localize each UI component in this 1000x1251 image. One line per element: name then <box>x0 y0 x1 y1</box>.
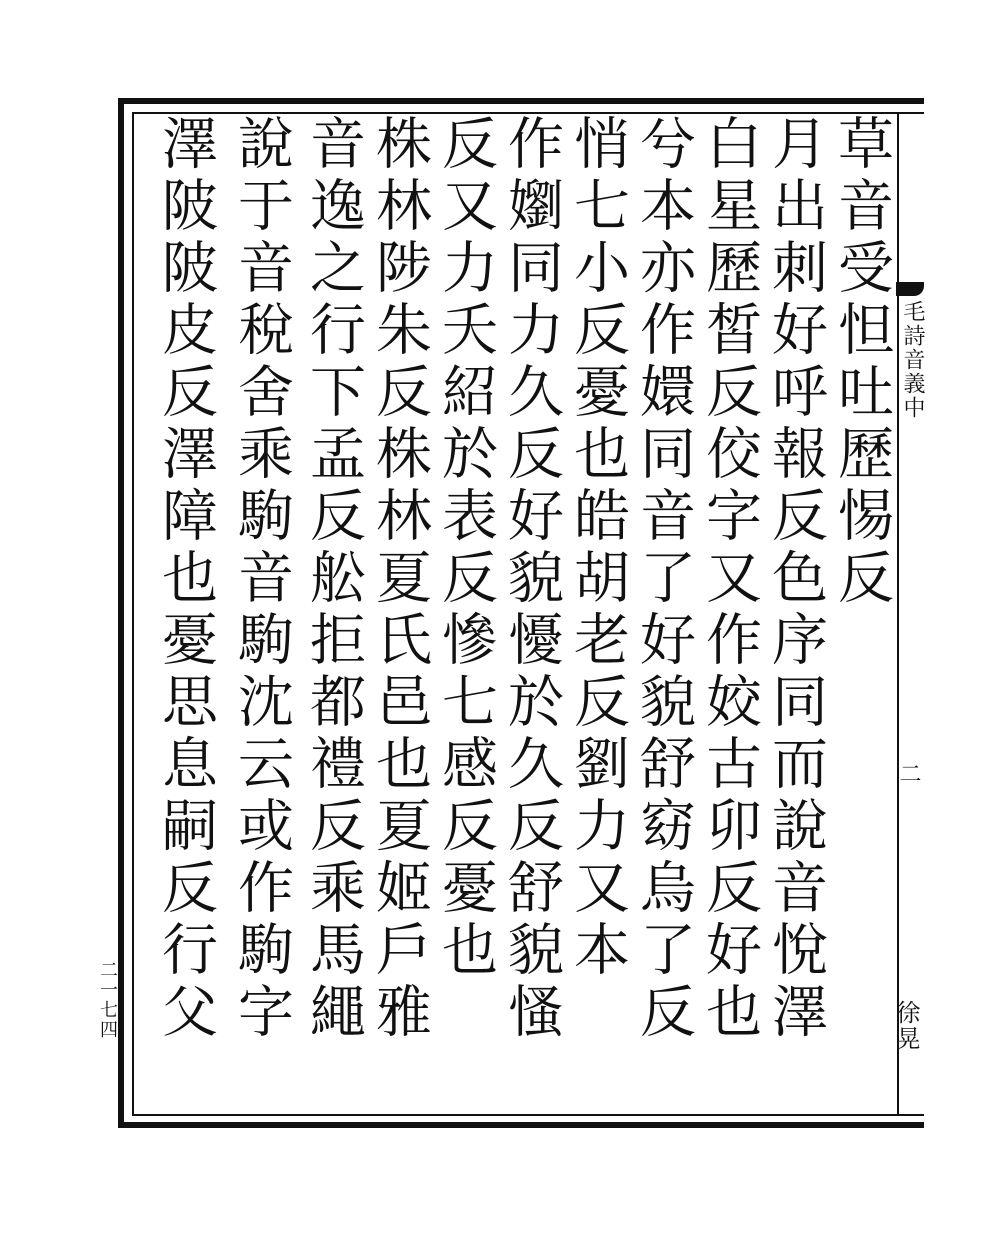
text-column-6: 作嬼同力久反好貌懮於久反舒貌慅 <box>499 114 564 1044</box>
text-column-10: 說于音稅舍乘駒音駒沈云或作駒字 <box>229 114 294 1044</box>
fold-column-divider <box>897 112 899 1116</box>
text-column-3: 白星歷皙反佼字又作姣古卯反好也 <box>697 114 762 1044</box>
text-column-8: 株林陟朱反株林夏氏邑也夏姬戶雅 <box>367 114 432 1044</box>
text-column-1: 草音受怛吐歷惕反 <box>829 114 894 610</box>
text-column-7: 反又力夭紹於表反慘七感反憂也 <box>433 114 498 982</box>
text-column-2: 月出刺好呼報反色序同而說音悅澤 <box>763 114 828 1044</box>
fold-column-bottom-text: 徐晃 <box>892 1000 920 1052</box>
page-number: 二一七四 <box>97 960 118 1040</box>
text-column-9: 音逸之行下孟反舩拒都禮反乘馬繩 <box>301 114 366 1044</box>
fold-column-leaf-number: 二 <box>896 762 921 784</box>
text-column-11: 澤陂陂皮反澤障也憂思息嗣反行父 <box>153 114 218 1044</box>
fish-tail-mark <box>896 282 924 296</box>
text-column-4: 兮本亦作嬛同音了好貌舒窈烏了反 <box>631 114 696 1044</box>
fold-column-title: 毛詩音義中 <box>900 300 925 420</box>
text-column-5: 悄七小反憂也皓胡老反劉力又本 <box>565 114 630 982</box>
